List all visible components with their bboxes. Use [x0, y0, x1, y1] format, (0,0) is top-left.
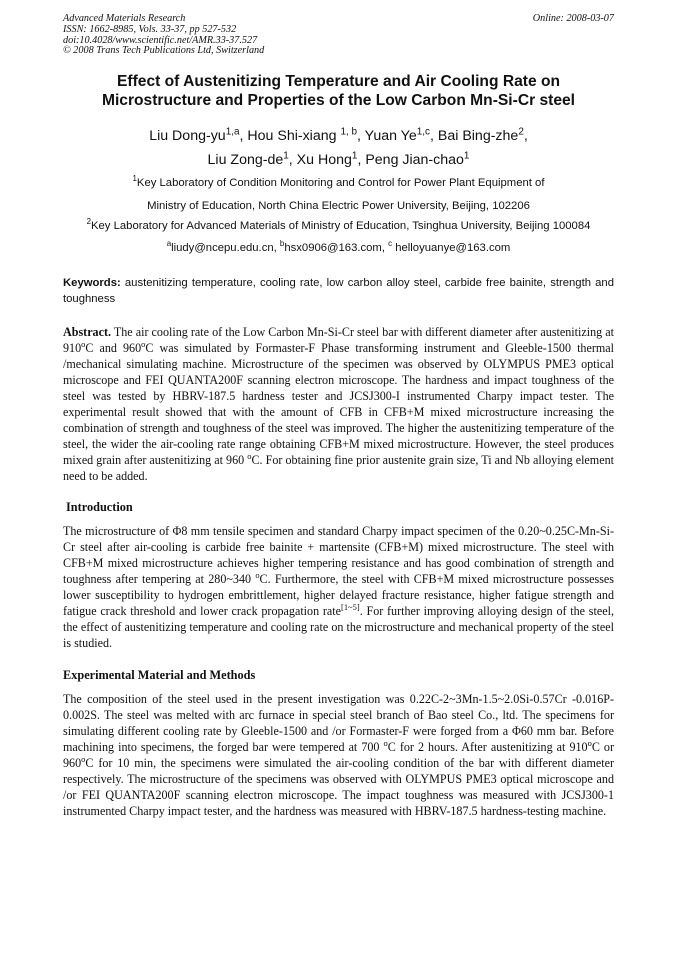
paper-page — [63, 14, 614, 819]
journal-copyright: © 2008 Trans Tech Publications Ltd, Switzerland — [63, 45, 265, 57]
author-name: , Hou Shi-xiang — [239, 128, 341, 145]
author-name: , Xu Hong — [288, 152, 352, 169]
affiliation-line: Ministry of Education, North China Electric Power University, Beijing, 102206 — [147, 200, 530, 213]
degree-sup: o — [255, 570, 260, 581]
journal-header — [63, 14, 614, 57]
title-line-1: Effect of Austenitizing Temperature and Air Cooling Rate on — [117, 73, 560, 91]
email-link[interactable]: hsx0906@163.com, — [284, 242, 389, 255]
author-name: Liu Dong-yu — [149, 128, 226, 145]
author-list — [63, 124, 614, 172]
abstract-text: The air cooling rate of the Low Carbon Mn-Si-Cr steel bar with different diameter after austenitizing at 910 — [63, 325, 614, 356]
author-name: , Bai Bing-zhe — [429, 128, 519, 145]
methods-paragraph — [63, 691, 614, 819]
email-link[interactable]: helloyuanye@163.com — [392, 242, 511, 255]
degree-sup: o — [587, 738, 592, 749]
journal-name: Advanced Materials Research — [63, 13, 186, 24]
methods-heading: Experimental Material and Methods — [63, 668, 256, 683]
paper-title — [63, 72, 614, 110]
abstract-text: C. For obtaining fine prior austenite grain size, Ti and Nb alloying element need to be added. — [63, 453, 614, 484]
author-sup: 1, b — [340, 126, 358, 138]
author-sup: 1,c — [416, 126, 430, 138]
author-sup: 1 — [463, 150, 470, 162]
author-separator: , — [523, 128, 528, 145]
email-sup: b — [279, 239, 285, 249]
author-sup: 1 — [283, 150, 289, 162]
affiliation-line: Key Laboratory for Advanced Materials of Ministry of Education, Tsinghua University, Beijing 100084 — [90, 220, 591, 233]
degree-sup: o — [383, 738, 388, 749]
degree-sup: o — [247, 451, 252, 462]
abstract-label: Abstract. — [63, 325, 112, 340]
journal-issn: ISSN: 1662-8985, Vols. 33-37, pp 527-532 — [63, 23, 237, 35]
methods-text: The composition of the steel used in the present investigation was 0.22C-2~3Mn-1.5~2.0Si-0.57Cr -0.016P-0.002S. The steel was melted with arc furnace in special steel branch of Bao steel Co., ltd. The specimens for simulating different cooling rate by Gleeble-1500 and /or Formaster-F were forged from a Φ60 mm bar. Before machining into specimens, the forged bar were tempered at 700 — [63, 692, 614, 755]
title-line-2: Microstructure and Properties of the Low Carbon Mn-Si-Cr steel — [101, 92, 576, 110]
email-sup: a — [166, 239, 172, 249]
keywords — [63, 275, 614, 307]
keywords-label: Keywords: — [63, 277, 121, 290]
methods-text: C for 2 hours. After austenitizing at 910 — [387, 740, 588, 755]
author-sup: 2 — [518, 126, 524, 138]
affiliation-2 — [63, 219, 614, 234]
affiliation-sup: 1 — [132, 174, 137, 184]
degree-sup: o — [81, 339, 86, 350]
author-name: Liu Zong-de — [207, 152, 284, 169]
email-sup: c — [388, 239, 393, 249]
intro-text: . For further improving alloying design of the steel, the effect of austenitizing temperature and cooling rate on the microstructure and mechanical property of the steel is studied. — [63, 604, 614, 651]
intro-text: C. Furthermore, the steel with CFB+M mixed microstructure possesses lower susceptibility to hydrogen embrittlement, higher delayed fracture resistance, higher fatigue strength and fatigue crack threshold and lower crack propagation rate — [63, 572, 614, 619]
journal-doi: doi:10.4028/www.scientific.net/AMR.33-37.527 — [63, 34, 258, 46]
affiliation-line: Key Laboratory of Condition Monitoring and Control for Power Plant Equipment of — [136, 177, 545, 190]
author-emails — [63, 240, 614, 257]
abstract-text: C and 960 — [85, 341, 142, 356]
affiliation-sup: 2 — [86, 217, 91, 227]
methods-text: C for 10 min, the specimens were simulated the air-cooling condition of the bar with different diameter respectively. The microstructure of the specimens was observed with OLYMPUS PME3 optical microscope and /or FEI QUANTA200F scanning electron microscope. The impact toughness was measured with JCSJ300-1 instrumented Charpy impact tester, and the hardness was measured with HBRV-187.5 hardness-testing machine. — [63, 756, 614, 819]
email-link[interactable]: liudy@ncepu.edu.cn, — [171, 242, 280, 255]
citation-ref[interactable]: [1~5] — [341, 602, 360, 613]
keywords-text: austenitizing temperature, cooling rate, low carbon alloy steel, carbide free bainite, strength and toughness — [63, 277, 614, 306]
author-name: , Yuan Ye — [357, 128, 417, 145]
affiliation-1 — [63, 175, 614, 215]
author-sup: 1 — [351, 150, 358, 162]
introduction-heading: Introduction — [66, 500, 133, 515]
author-line-2 — [63, 148, 614, 172]
online-date: Online: 2008-03-07 — [532, 13, 614, 24]
abstract-text: C was simulated by Formaster-F Phase transforming instrument and Gleeble-1500 thermal /mechanical simulating machine. Microstructure of the specimen was observed by OLYMPUS PME3 optical microscope and FEI QUANTA200F scanning electron microscope. The hardness and impact toughness of the steel was tested by HBRV-187.5 hardness tester and JCSJ300-I instrumented Charpy impact tester. The experimental result showed that with the amount of CFB in CFB+M mixed microstructure increasing the combination of strength and toughness of the steel was improved. The higher the austenitizing temperature of the steel, the wider the air-cooling rate range obtaining CFB+M mixed microstructure. However, the steel produces mixed grain after austenitizing at 960 — [63, 341, 615, 468]
author-sup: 1,a — [225, 126, 240, 138]
degree-sup: o — [141, 339, 146, 350]
introduction-paragraph — [63, 523, 614, 651]
degree-sup: o — [81, 754, 86, 765]
abstract — [63, 324, 614, 484]
author-line-1 — [63, 124, 614, 148]
author-name: , Peng Jian-chao — [357, 152, 464, 169]
methods-text: C or 960 — [63, 740, 614, 771]
intro-text: The microstructure of Φ8 mm tensile specimen and standard Charpy impact specimen of the 0.20~0.25C-Mn-Si-Cr steel after air-cooling is carbide free bainite + martensite (CFB+M) mixed microstructure. The steel with CFB+M mixed microstructure achieves higher tempering resistance and has good combination of strength and toughness after tempering at 280~340 — [63, 524, 614, 587]
